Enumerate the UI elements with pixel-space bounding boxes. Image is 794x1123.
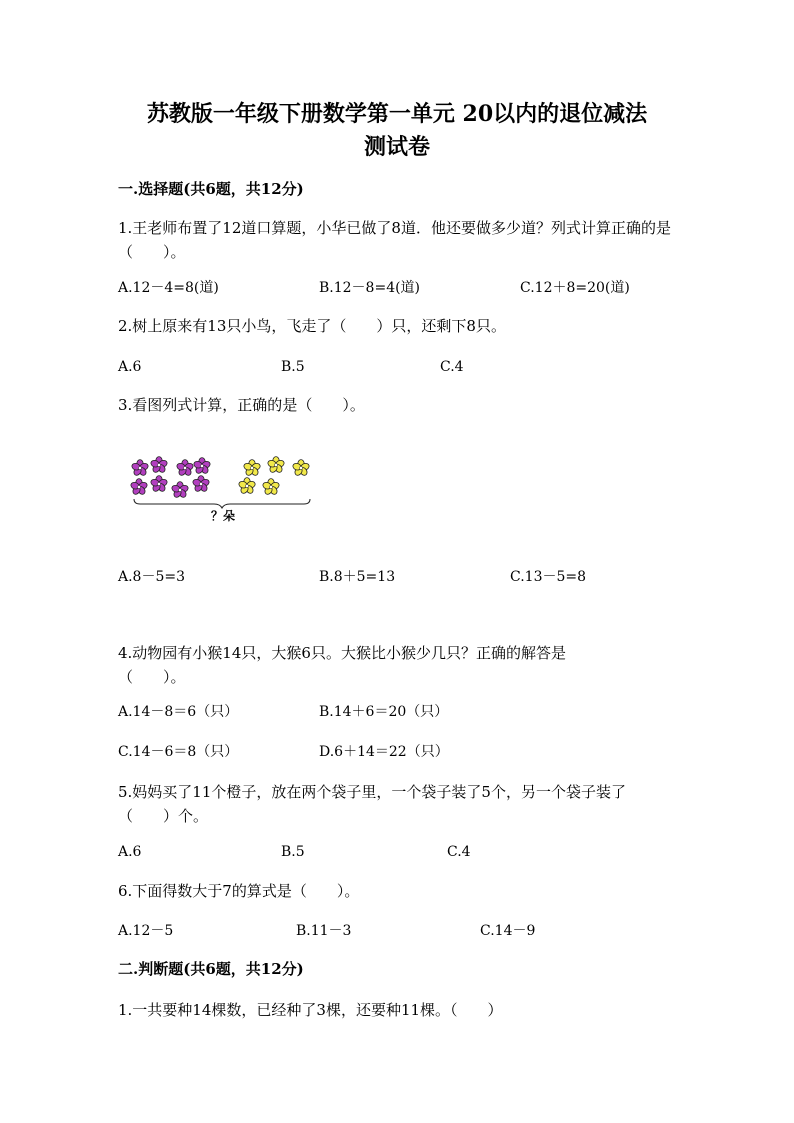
question-4-option-a[interactable]: A.14－8＝6（只） [118,704,239,720]
purple-flower [193,458,211,475]
yellow-flower [262,479,280,496]
question-5: 5.妈妈买了11个橙子，放在两个袋子里，一个袋子装了5个，另一个袋子装了（ ）个。 [118,783,626,825]
question-1: 1.王老师布置了12道口算题，小华已做了8道．他还要做多少道？列式计算正确的是（ ）。 [118,219,671,261]
question-2-option-c[interactable]: C.4 [440,359,464,375]
yellow-flower [292,460,310,477]
question-5-option-b[interactable]: B.5 [281,844,305,860]
purple-flower [150,457,168,474]
question-1-option-c[interactable]: C.12＋8=20(道) [520,280,630,296]
figure-label: ？朵 [211,509,236,523]
question-4: 4.动物园有小猴14只，大猴6只。大猴比小猴少几只？正确的解答是（ ）。 [118,644,566,686]
question-2-option-a[interactable]: A.6 [118,359,142,375]
question-3-option-b[interactable]: B.8＋5=13 [319,569,396,585]
question-1-option-b[interactable]: B.12－8=4(道) [319,280,421,296]
title-line-1: 苏教版一年级下册数学第一单元 20以内的退位减法 [146,101,648,127]
section-heading-judgement: 二.判断题(共6题，共12分) [118,960,304,978]
purple-flower [176,460,194,477]
question-2-option-b[interactable]: B.5 [281,359,305,375]
judgement-question-1: 1.一共要种14棵数，已经种了3棵，还要种11棵。（ ） [118,1001,503,1019]
question-4-option-c[interactable]: C.14－6＝8（只） [118,744,239,760]
page-title [0,98,794,164]
question-6-option-c[interactable]: C.14－9 [480,923,536,939]
yellow-flower [238,478,256,495]
question-6: 6.下面得数大于7的算式是（ ）。 [118,882,360,900]
question-5-option-a[interactable]: A.6 [118,844,142,860]
question-3-option-c[interactable]: C.13－5=8 [510,569,587,585]
question-4-option-b[interactable]: B.14＋6＝20（只） [319,704,449,720]
question-1-option-a[interactable]: A.12－4=8(道) [118,280,219,296]
question-3-option-a[interactable]: A.8－5=3 [118,569,186,585]
question-4-option-d[interactable]: D.6＋14＝22（只） [319,744,449,760]
purple-flower [171,482,189,499]
yellow-flower [243,460,261,477]
question-3: 3.看图列式计算，正确的是（ ）。 [118,396,365,414]
purple-flower [130,479,148,496]
question-5-option-c[interactable]: C.4 [447,844,471,860]
question-6-option-a[interactable]: A.12－5 [118,923,174,939]
purple-flower [131,460,149,477]
title-line-2: 测试卷 [363,134,430,160]
purple-flower [192,476,210,493]
purple-flower [150,476,168,493]
yellow-flower [267,457,285,474]
question-6-option-b[interactable]: B.11－3 [296,923,352,939]
question-2: 2.树上原来有13只小鸟，飞走了（ ）只，还剩下8只。 [118,317,506,335]
section-heading-choice: 一.选择题(共6题，共12分) [118,180,304,198]
